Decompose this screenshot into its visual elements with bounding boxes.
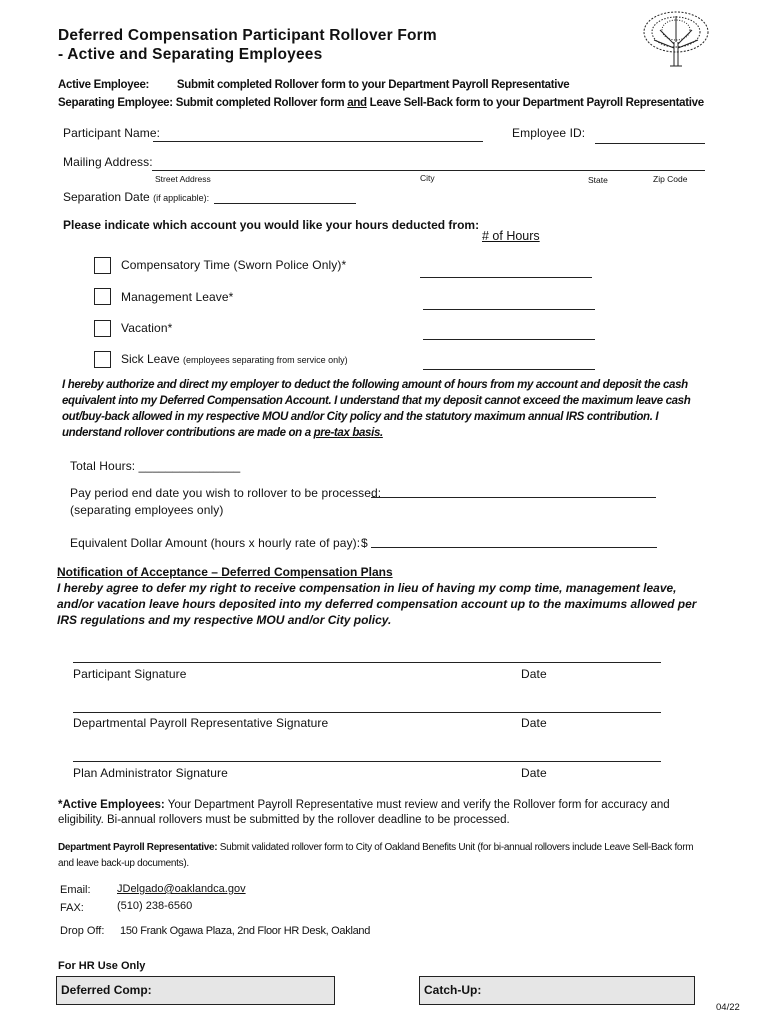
email-label: Email: — [60, 884, 91, 896]
separation-date-field[interactable] — [214, 203, 356, 204]
payroll-rep-note — [58, 840, 708, 872]
plan-admin-signature-line[interactable] — [73, 761, 661, 762]
mailing-address-field[interactable] — [152, 170, 705, 171]
deferred-comp-label: Deferred Comp: — [61, 983, 152, 997]
active-employees-note-bold: *Active Employees: — [58, 799, 165, 811]
management-leave-label: Management Leave* — [121, 290, 234, 304]
compensatory-time-hours[interactable] — [420, 277, 592, 278]
management-leave-checkbox[interactable] — [94, 288, 111, 305]
oak-tree-icon — [640, 8, 712, 68]
hours-header: # of Hours — [482, 229, 540, 243]
sick-leave-note: (employees separating from service only) — [183, 355, 348, 365]
dropoff-label: Drop Off: — [60, 925, 105, 937]
payroll-rep-signature-line[interactable] — [73, 712, 661, 713]
state-caption: State — [588, 175, 608, 185]
authorization-body: I hereby authorize and direct my employer to deduct the following amount of hours from my account and deposit the cash equivalent into my Deferred Compensation Account. I understand that my deposit cannot exceed the maximum leave cash out/buy-back allowed in my respective MOU and/or City policy and the statutory maximum annual IRS contribution. I understand rollover contributions are made on a — [62, 379, 691, 439]
plan-admin-signature-date: Date — [521, 766, 547, 780]
equivalent-amount-label: Equivalent Dollar Amount (hours x hourly rate of pay): — [70, 536, 361, 550]
city-caption: City — [420, 173, 435, 183]
dollar-sign: $ — [361, 536, 368, 550]
fax-label: FAX: — [60, 902, 84, 914]
acceptance-heading: Notification of Acceptance – Deferred Compensation Plans — [57, 565, 393, 579]
pay-period-field[interactable] — [371, 497, 656, 498]
catch-up-label: Catch-Up: — [424, 983, 482, 997]
form-title-line2: - Active and Separating Employees — [58, 46, 323, 63]
authorization-text — [62, 377, 712, 441]
participant-signature-line[interactable] — [73, 662, 661, 663]
mailing-address-label: Mailing Address: — [63, 155, 153, 169]
separation-date-label — [63, 190, 209, 204]
form-title — [58, 26, 437, 64]
payroll-rep-note-text: Submit validated rollover form to City of Oakland Benefits Unit (for bi-annual rollovers include Leave Sell-Back form and leave back-up documents). — [58, 842, 694, 869]
separation-date-text: Separation Date — [63, 190, 150, 204]
revision-date: 04/22 — [716, 1002, 740, 1013]
fax-value: (510) 238-6560 — [117, 900, 193, 912]
active-employee-text: Submit completed Rollover form to your Department Payroll Representative — [176, 79, 570, 91]
active-employees-note-text: Your Department Payroll Representative must review and verify the Rollover form for accuracy and eligibility. Bi-annual rollovers must be submitted by the rollover deadline to be processed. — [58, 799, 670, 826]
accounts-prompt: Please indicate which account you would like your hours deducted from: — [63, 218, 480, 232]
plan-admin-signature-label: Plan Administrator Signature — [73, 766, 228, 780]
active-employee-label: Active Employee: — [58, 79, 150, 91]
employee-id-label: Employee ID: — [512, 126, 586, 140]
acceptance-text: I hereby agree to defer my right to receive compensation in lieu of having my comp time, management leave, and/or vacation leave hours deposited into my deferred compensation account up to the maximums allowed per IRS regulations and my respective MOU and/or City policy. — [57, 581, 697, 627]
sick-leave-hours[interactable] — [423, 369, 595, 370]
separating-only-note: (separating employees only) — [70, 503, 224, 517]
employee-id-field[interactable] — [595, 143, 705, 144]
pretax-basis: pre-tax basis. — [313, 427, 383, 439]
zip-caption: Zip Code — [653, 174, 688, 184]
deferred-comp-box[interactable] — [56, 976, 335, 1005]
street-address-caption: Street Address — [155, 174, 211, 184]
pay-period-label: Pay period end date you wish to rollover to be processed: — [70, 486, 382, 500]
email-value[interactable]: JDelgado@oaklandca.gov — [117, 883, 246, 895]
total-hours[interactable]: Total Hours: _______________ — [70, 459, 241, 473]
vacation-checkbox[interactable] — [94, 320, 111, 337]
compensatory-time-checkbox[interactable] — [94, 257, 111, 274]
participant-name-label: Participant Name: — [63, 126, 161, 140]
separation-date-note: (if applicable): — [153, 193, 210, 203]
management-leave-hours[interactable] — [423, 309, 595, 310]
separating-employee-and: and — [347, 97, 367, 109]
form-title-line1: Deferred Compensation Participant Rollover Form — [58, 27, 437, 44]
equivalent-amount-field[interactable] — [371, 547, 657, 548]
separating-employee-text-a: Submit completed Rollover form — [175, 97, 348, 109]
sick-leave-text: Sick Leave — [121, 352, 184, 366]
vacation-label: Vacation* — [121, 321, 173, 335]
active-employees-note — [58, 798, 708, 828]
dropoff-value: 150 Frank Ogawa Plaza, 2nd Floor HR Desk, Oakland — [120, 925, 371, 937]
instructions — [58, 76, 704, 112]
sick-leave-checkbox[interactable] — [94, 351, 111, 368]
compensatory-time-label: Compensatory Time (Sworn Police Only)* — [121, 258, 347, 272]
payroll-rep-signature-label: Departmental Payroll Representative Signature — [73, 716, 329, 730]
payroll-rep-note-bold: Department Payroll Representative: — [58, 842, 218, 853]
vacation-hours[interactable] — [423, 339, 595, 340]
participant-signature-label: Participant Signature — [73, 667, 187, 681]
participant-signature-date: Date — [521, 667, 547, 681]
separating-employee-text-b: Leave Sell-Back form to your Department Payroll Representative — [366, 97, 704, 109]
catch-up-box[interactable] — [419, 976, 695, 1005]
participant-name-field[interactable] — [153, 141, 483, 142]
payroll-rep-signature-date: Date — [521, 716, 547, 730]
hr-use-heading: For HR Use Only — [58, 960, 146, 972]
separating-employee-label: Separating Employee: — [58, 97, 173, 109]
sick-leave-label — [121, 352, 348, 366]
